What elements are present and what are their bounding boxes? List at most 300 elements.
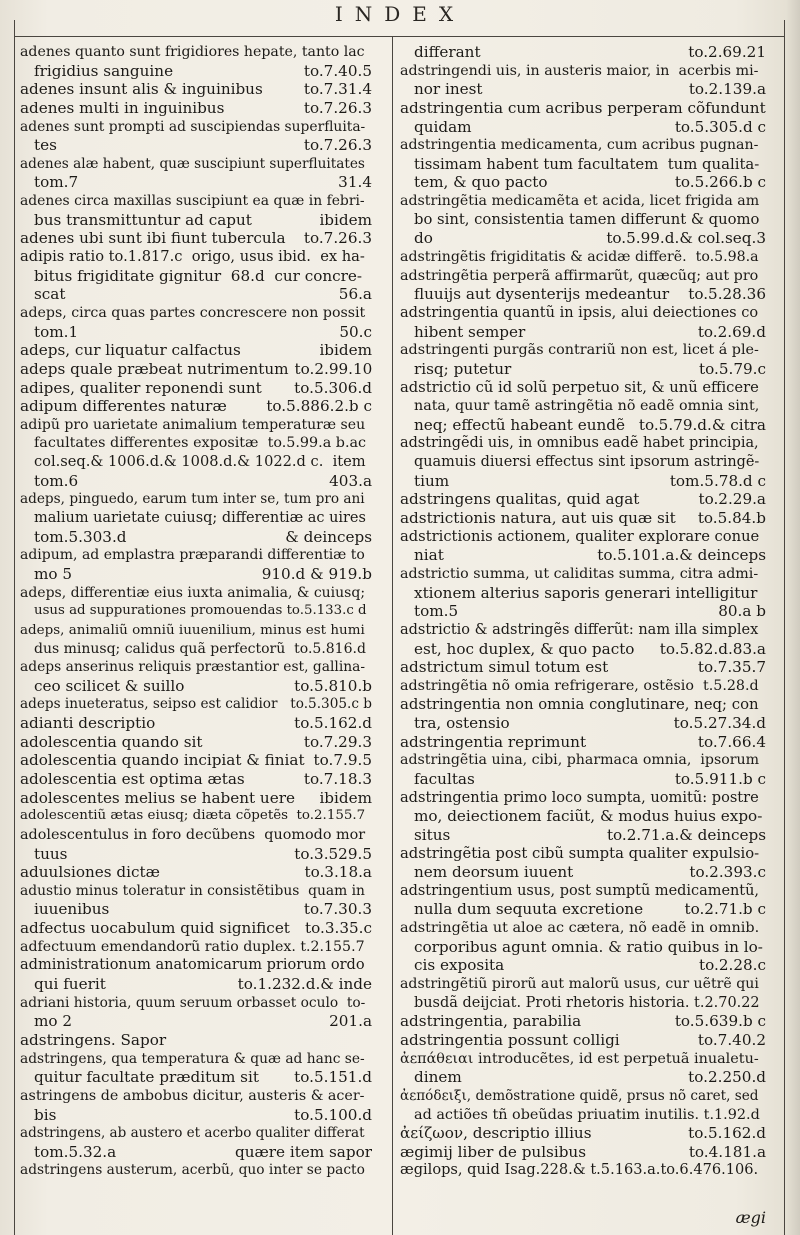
- index-line: [20, 1124, 372, 1143]
- index-line-text: adeps inueteratus, seipso est calidior: [20, 696, 278, 713]
- index-line-text: adolescentes melius se habent uere: [20, 788, 295, 807]
- index-line-text: differant: [414, 43, 481, 61]
- right-border-rule: [784, 20, 785, 1235]
- index-line: [20, 1087, 372, 1106]
- index-line-text: adstringentia medicamenta, cum acribus pugnan-: [400, 137, 759, 154]
- index-line: [400, 155, 766, 174]
- index-line: [400, 733, 766, 752]
- index-line-reference: to.5.305.d c: [674, 117, 766, 136]
- index-line-reference: to.5.28.36: [688, 285, 766, 304]
- index-line-reference: to.3.35.c: [305, 919, 372, 938]
- index-line-text: bus transmittuntur ad caput: [34, 210, 252, 229]
- index-line-text: adianti descriptio: [20, 714, 156, 733]
- index-line-text: adstringens, ab austero et acerbo qualiter differat: [20, 1125, 365, 1142]
- index-line-reference: to.4.181.a: [688, 1142, 766, 1161]
- index-line: [20, 248, 372, 267]
- index-line-text: adstrictio cũ id solũ perpetuo sit, & unũ efficere: [400, 378, 759, 396]
- index-line: [400, 546, 766, 565]
- index-line-text: tom.7: [34, 173, 79, 192]
- index-line: [400, 807, 766, 826]
- index-line: [400, 1124, 766, 1143]
- index-line-reference: to.5.82.d.83.a: [659, 639, 766, 658]
- index-line-text: adstringentia cum acribus perperam cõfundunt: [400, 98, 766, 117]
- index-line-text: administrationum anatomicarum priorum ordo: [20, 957, 365, 974]
- index-line-text: adstringentia, parabilia: [400, 1012, 582, 1031]
- index-line: [400, 323, 766, 342]
- index-line: [400, 621, 766, 640]
- index-line-text: adfectus uocabulum quid significet: [20, 919, 290, 938]
- index-line-text: adeps, animaliũ omniũ iuuenilium, minus est humi: [20, 621, 365, 638]
- index-line-reference: 56.a: [338, 285, 372, 304]
- index-line: [20, 845, 372, 864]
- index-line: [20, 229, 372, 248]
- index-line: [400, 490, 766, 509]
- index-line-reference: to.5.810.b: [294, 676, 372, 695]
- index-line-reference: to.5.99.d.& col.seq.3: [606, 229, 766, 248]
- index-line-text: ceo scilicet & suillo: [34, 676, 185, 695]
- index-line-text: adenes insunt alis & inguinibus: [20, 80, 263, 99]
- index-line-reference: to.2.71.a.& deinceps: [606, 825, 766, 844]
- index-line-text: adstringẽtiũ pirorũ aut malorũ usus, cur uẽtrẽ qui: [400, 976, 759, 993]
- index-line: [20, 807, 372, 826]
- index-line-text: quidam: [414, 117, 472, 136]
- index-line-text: adenes alæ habent, quæ suscipiunt superfluitates: [20, 155, 365, 172]
- index-line-text: adstringẽtia perperã affirmarũt, quæcũq; aut pro: [400, 267, 759, 284]
- index-line: [20, 62, 372, 81]
- index-line: [20, 118, 372, 137]
- index-line-text: adstringens. Sapor: [20, 1030, 167, 1049]
- index-line-text: mo 5: [34, 564, 73, 583]
- index-line: [20, 919, 372, 938]
- index-line-reference: to.5.84.b: [697, 509, 766, 528]
- index-line-reference: & deinceps: [285, 527, 372, 546]
- index-line-text: hibent semper: [414, 322, 526, 341]
- index-line: [400, 938, 766, 957]
- index-line-text: situs: [414, 825, 451, 844]
- index-line-reference: to.5.27.34.d: [673, 714, 766, 733]
- header-rule: [14, 36, 784, 37]
- index-line-text: ἀείζωον, descriptio illius: [400, 1124, 592, 1143]
- index-line-reference: 910.d & 919.b: [261, 564, 372, 583]
- index-line-reference: 201.a: [329, 1012, 372, 1031]
- index-line: [400, 751, 766, 770]
- index-line-text: adstringentia possunt colligi: [400, 1030, 620, 1049]
- index-line-text: adenes quanto sunt frigidiores hepate, tanto lac: [20, 44, 365, 60]
- index-line: [20, 938, 372, 957]
- index-line: [400, 1143, 766, 1162]
- index-line-text: dinem: [414, 1068, 462, 1087]
- index-line-text: tom.6: [34, 471, 79, 490]
- index-line: [20, 994, 372, 1013]
- index-line-text: adstrictionis natura, aut uis quæ sit: [400, 509, 676, 528]
- index-line-reference: to.5.100.d: [294, 1105, 372, 1124]
- index-line: [20, 211, 372, 230]
- index-line: [400, 118, 766, 137]
- index-line: [400, 640, 766, 659]
- index-line-text: adstringẽdi uis, in omnibus eadẽ habet principia,: [400, 435, 759, 452]
- index-line-reference: ibidem: [319, 341, 372, 360]
- index-line: [20, 1068, 372, 1087]
- index-line-text: adstringentia primo loco sumpta, uomitũ: postre: [400, 788, 759, 806]
- index-line: [400, 397, 766, 416]
- right-index-column: [400, 43, 766, 1180]
- index-line: [400, 341, 766, 360]
- index-line: [20, 863, 372, 882]
- index-line-text: adolescentia quando sit: [20, 732, 203, 751]
- index-line: [400, 695, 766, 714]
- catchword: ægi: [735, 1208, 766, 1227]
- index-line-text: cis exposita: [414, 956, 505, 975]
- index-line: [20, 453, 372, 472]
- index-line: [400, 565, 766, 584]
- index-line: [20, 882, 372, 901]
- index-line-reference: to.7.9.5: [313, 751, 372, 770]
- index-line-text: adipes, qualiter reponendi sunt: [20, 378, 262, 397]
- index-line-text: adolescentulus in foro decũbens quomodo mor: [20, 826, 366, 843]
- index-line-text: adstrictio summa, ut caliditas summa, citra admi-: [400, 565, 759, 582]
- index-line-text: astringens de ambobus dicitur, austeris & acer-: [20, 1087, 365, 1104]
- index-line-text: quitur facultate præditum sit: [34, 1068, 259, 1087]
- index-line-text: adolescentiũ ætas eiusq; diæta cõpetẽs to.2.155.7: [20, 808, 366, 824]
- index-line: [400, 509, 766, 528]
- index-line-text: adstringẽtia medicamẽta et acida, licet frigida am: [400, 193, 760, 210]
- index-line: [20, 136, 372, 155]
- index-line-text: adipum differentes naturæ: [20, 397, 227, 416]
- index-line-text: tom.5.32.a: [34, 1142, 117, 1161]
- index-line-reference: 80.a b: [718, 602, 766, 621]
- index-line: [400, 1050, 766, 1069]
- index-line-text: risq; putetur: [414, 359, 512, 378]
- index-line: [20, 43, 372, 62]
- index-line: [20, 546, 372, 565]
- index-line-text: adstringẽtia nõ omia refrigerare, ostẽsio t.5.28.d: [400, 677, 759, 694]
- index-line: [400, 267, 766, 286]
- index-line-text: adstringendi uis, in austeris maior, in acerbis mi-: [400, 62, 759, 79]
- index-line: [20, 1161, 372, 1180]
- index-line: [400, 900, 766, 919]
- index-line-text: bis: [34, 1105, 57, 1124]
- index-line: [400, 43, 766, 62]
- index-line-text: scat: [34, 285, 66, 304]
- index-line: [20, 584, 372, 603]
- index-line-text: adstringentium usus, post sumptũ medicamentũ,: [400, 882, 760, 899]
- index-line: [400, 789, 766, 808]
- index-line-text: mo 2: [34, 1012, 73, 1031]
- index-line-text: usus ad suppurationes promouendas to.5.133.c d: [34, 603, 367, 619]
- index-line-text: tom.5: [414, 602, 459, 621]
- index-line-text: adenes multi in inguinibus: [20, 98, 225, 117]
- index-line: [400, 956, 766, 975]
- index-line-text: iuuenibus: [34, 900, 110, 919]
- index-line-text: est, hoc duplex, & quo pacto: [414, 639, 635, 658]
- index-line-text: adstringẽtia uina, cibi, pharmaca omnia, ipsorum: [400, 752, 760, 769]
- index-line-text: adstringens, qua temperatura & quæ ad hanc se-: [20, 1050, 365, 1067]
- index-line: [400, 80, 766, 99]
- index-line: [400, 99, 766, 118]
- index-line-reference: to.5.162.d: [688, 1124, 766, 1143]
- index-line: [20, 956, 372, 975]
- index-line-text: tom.5.303.d: [34, 527, 127, 546]
- index-line-reference: to.2.393.c: [689, 863, 766, 882]
- index-line: [400, 416, 766, 435]
- index-line-text: facultas: [414, 769, 475, 788]
- index-line-text: malium uarietate cuiusq; differentiæ ac uires: [34, 510, 366, 527]
- index-line-text: nata, quur tamẽ astringẽtia nõ eadẽ omnia sint,: [414, 398, 760, 415]
- index-line: [400, 304, 766, 323]
- index-line-text: adeps, circa quas partes concrescere non possit: [20, 304, 366, 321]
- index-line: [20, 621, 372, 640]
- index-line-reference: to.5.306.d: [294, 378, 372, 397]
- index-line: [20, 173, 372, 192]
- index-line-reference: to.5.79.c: [699, 359, 766, 378]
- index-line-text: adipis ratio to.1.817.c origo, usus ibid. ex ha-: [20, 248, 365, 266]
- index-line-text: ægilops, quid Isag.228.& t.5.163.a.to.6.476.106.: [400, 1161, 759, 1179]
- index-line-text: adolescentia est optima ætas: [20, 769, 245, 788]
- index-line: [20, 416, 372, 435]
- index-line: [400, 975, 766, 994]
- index-line: [20, 1031, 372, 1050]
- index-line-text: do: [414, 229, 433, 248]
- index-line-text: adeps, cur liquatur calfactus: [20, 341, 241, 360]
- index-line: [400, 714, 766, 733]
- index-line-reference: to.7.40.5: [303, 61, 372, 80]
- index-line: [400, 1106, 766, 1125]
- index-line-text: xtionem alterius saporis generari intelligitur: [414, 583, 758, 602]
- index-line: [20, 285, 372, 304]
- index-line-text: quamuis diuersi effectus sint ipsorum astringẽ-: [414, 454, 760, 471]
- index-line-text: adeps anserinus reliquis præstantior est, gallina-: [20, 659, 366, 676]
- index-line-text: adipũ pro uarietate animalium temperaturæ seu: [20, 416, 366, 433]
- index-line-text: tium: [414, 471, 450, 490]
- index-line: [20, 565, 372, 584]
- index-line-text: bo sint, consistentia tamen differunt & quomo: [414, 210, 760, 228]
- index-line: [20, 826, 372, 845]
- index-line-reference: to.5.162.d: [294, 714, 372, 733]
- index-line: [400, 472, 766, 491]
- index-line-reference: to.7.31.4: [303, 80, 372, 99]
- index-line-reference: 31.4: [338, 173, 372, 192]
- index-line-text: tuus: [34, 844, 68, 863]
- index-line-text: ἀεπάθειαι introducẽtes, id est perpetuã inualetu-: [400, 1050, 759, 1067]
- index-line: [400, 528, 766, 547]
- index-line-text: adstringentia quantũ in ipsis, alui deiectiones co: [400, 304, 759, 321]
- index-line-reference: 50.c: [339, 322, 372, 341]
- index-line-text: busdã deijciat. Proti rhetoris historia. t.2.70.22: [414, 994, 760, 1011]
- index-line-text: corporibus agunt omnia. & ratio quibus in lo-: [414, 937, 763, 956]
- index-line: [400, 584, 766, 603]
- index-line: [20, 1012, 372, 1031]
- index-line-reference: to.1.232.d.& inde: [237, 975, 372, 994]
- index-line-reference: to.2.139.a: [688, 80, 766, 99]
- index-line: [20, 1143, 372, 1162]
- index-line-text: adenes sunt prompti ad suscipiendas superfluita-: [20, 118, 366, 135]
- index-line-text: adeps, differentiæ eius iuxta animalia, & cuiusq;: [20, 584, 366, 601]
- index-line: [20, 80, 372, 99]
- index-line-text: adolescentia quando incipiat & finiat: [20, 751, 305, 770]
- index-line: [20, 341, 372, 360]
- index-line-reference: to.2.29.a: [698, 490, 766, 509]
- index-line-text: col.seq.& 1006.d.& 1008.d.& 1022.d c. item: [34, 453, 366, 471]
- index-line: [20, 379, 372, 398]
- index-line-text: aduulsiones dictæ: [20, 863, 160, 882]
- index-line: [20, 397, 372, 416]
- index-line: [20, 1106, 372, 1125]
- index-line-text: tissimam habent tum facultatem tum qualita-: [414, 154, 760, 173]
- index-line-text: adeps, pinguedo, earum tum inter se, tum pro ani: [20, 491, 365, 508]
- index-line: [400, 602, 766, 621]
- index-line: [400, 1068, 766, 1087]
- index-line: [20, 528, 372, 547]
- index-line-reference: to.7.30.3: [303, 900, 372, 919]
- index-line-text: adriani historia, quum seruum orbasset oculo to-: [20, 994, 366, 1011]
- index-line-text: adstringẽtia post cibũ sumpta qualiter expulsio-: [400, 844, 760, 862]
- index-line-reference: to.5.151.d: [294, 1068, 372, 1087]
- index-line-reference: to.3.529.5: [294, 844, 372, 863]
- index-line-text: adstringentia reprimunt: [400, 732, 587, 751]
- index-line: [400, 173, 766, 192]
- index-line-text: ἀεπόδειξι, demõstratione quidẽ, prsus nõ caret, sed: [400, 1087, 759, 1104]
- index-line-reference: to.7.66.4: [697, 732, 766, 751]
- index-line: [20, 304, 372, 323]
- index-line: [20, 640, 372, 659]
- index-line-reference: to.7.26.3: [303, 98, 372, 117]
- index-line: [20, 751, 372, 770]
- index-line-reference: to.5.266.b c: [674, 173, 766, 192]
- index-line-reference: ibidem: [319, 788, 372, 807]
- index-line-reference: to.5.886.2.b c: [266, 397, 372, 416]
- index-line-reference: to.2.69.21: [688, 43, 766, 61]
- index-line-text: adeps quale præbeat nutrimentum: [20, 359, 289, 378]
- index-line: [20, 975, 372, 994]
- index-line-reference: to.2.99.10: [294, 359, 372, 378]
- index-line-reference: tom.5.78.d c: [669, 471, 766, 490]
- index-line: [20, 733, 372, 752]
- index-line-reference: to.5.305.c b: [290, 696, 372, 713]
- index-line-text: adenes circa maxillas suscipiunt ea quæ in febri-: [20, 193, 365, 210]
- index-line: [20, 714, 372, 733]
- index-line-text: adenes ubi sunt ibi fiunt tubercula: [20, 229, 286, 248]
- index-line-text: adstringenti purgãs contrariũ non est, licet á ple-: [400, 342, 759, 359]
- left-index-column: [20, 43, 372, 1180]
- index-line-text: frigidius sanguine: [34, 61, 174, 80]
- index-line: [400, 863, 766, 882]
- index-line-text: adstringentia non omnia conglutinare, neq; con: [400, 695, 759, 714]
- index-line-text: facultates differentes expositæ to.5.99.a b.ac: [34, 435, 367, 452]
- index-line-text: ad actiões tñ obeũdas priuatim inutilis. t.1.92.d: [414, 1106, 760, 1123]
- index-line-reference: to.2.250.d: [688, 1068, 766, 1087]
- index-line-text: adstringẽtia ut aloe ac cætera, nõ eadẽ in omnib.: [400, 920, 760, 937]
- index-line: [400, 658, 766, 677]
- index-line-text: tes: [34, 136, 57, 155]
- index-line-text: mo, deiectionem faciũt, & modus huius expo-: [414, 807, 763, 826]
- index-line-text: fluuijs aut dysenterijs medeantur: [414, 285, 670, 304]
- index-line-reference: to.7.35.7: [697, 658, 766, 677]
- index-line: [400, 136, 766, 155]
- index-line-reference: to.5.79.d.& citra: [638, 415, 766, 434]
- index-line-reference: quære item sapor: [234, 1142, 372, 1161]
- index-line-reference: to.7.40.2: [697, 1030, 766, 1049]
- index-line: [20, 99, 372, 118]
- index-line-reference: to.5.101.a.& deinceps: [597, 546, 766, 565]
- index-line-text: adfectuum emendandorũ ratio duplex. t.2.155.7: [20, 938, 365, 955]
- index-line: [20, 1050, 372, 1069]
- index-line: [20, 472, 372, 491]
- index-line: [20, 770, 372, 789]
- index-line-text: tra, ostensio: [414, 714, 510, 733]
- index-line: [400, 994, 766, 1013]
- index-line-reference: 403.a: [329, 471, 372, 490]
- index-line-text: adstrictionis actionem, qualiter explorare conue: [400, 527, 760, 545]
- index-line: [20, 434, 372, 453]
- index-line: [20, 658, 372, 677]
- index-line: [400, 211, 766, 230]
- index-line: [400, 845, 766, 864]
- index-line-reference: to.7.26.3: [303, 229, 372, 248]
- index-line: [20, 602, 372, 621]
- index-line-reference: to.2.71.b c: [684, 900, 766, 919]
- index-line: [20, 155, 372, 174]
- index-line-text: nem deorsum iuuent: [414, 863, 574, 882]
- index-line-reference: to.2.69.d: [697, 322, 766, 341]
- index-line: [400, 1087, 766, 1106]
- index-line: [20, 323, 372, 342]
- index-line: [20, 900, 372, 919]
- index-line-text: niat: [414, 546, 444, 565]
- index-line-reference: to.5.639.b c: [674, 1012, 766, 1031]
- index-line: [400, 434, 766, 453]
- page-edge-shadow: [786, 0, 800, 1235]
- index-line: [400, 1031, 766, 1050]
- index-line: [400, 919, 766, 938]
- index-line-text: adustio minus toleratur in consistẽtibus quam in: [20, 882, 365, 899]
- index-line-reference: ibidem: [319, 210, 372, 229]
- index-line: [400, 229, 766, 248]
- index-line: [400, 62, 766, 81]
- index-line: [400, 770, 766, 789]
- index-line: [400, 248, 766, 267]
- index-line: [20, 695, 372, 714]
- index-line-reference: to.3.18.a: [304, 863, 372, 882]
- index-line-text: dus minusq; calidus quã perfectorũ to.5.816.d: [34, 640, 366, 657]
- index-line-reference: to.7.18.3: [303, 769, 372, 788]
- index-line: [400, 379, 766, 398]
- column-divider-rule: [392, 36, 393, 1235]
- index-line-text: adstringẽtis frigiditatis & acidæ differẽ. to.5.98.a: [400, 249, 759, 266]
- index-line: [400, 677, 766, 696]
- index-line: [20, 677, 372, 696]
- index-line: [20, 192, 372, 211]
- index-line-text: ægimij liber de pulsibus: [400, 1142, 587, 1161]
- index-line: [400, 826, 766, 845]
- index-line-text: tem, & quo pacto: [414, 173, 548, 192]
- index-line: [20, 509, 372, 528]
- index-line: [400, 360, 766, 379]
- index-line: [20, 360, 372, 379]
- index-line-text: bitus frigiditate gignitur 68.d cur concre-: [34, 266, 363, 285]
- running-head: INDEX: [334, 2, 466, 26]
- index-line: [20, 490, 372, 509]
- index-line: [400, 1012, 766, 1031]
- index-line: [20, 789, 372, 808]
- index-line-text: tom.1: [34, 322, 79, 341]
- index-line-text: nor inest: [414, 80, 483, 99]
- index-line: [400, 882, 766, 901]
- index-line-reference: to.2.28.c: [699, 956, 766, 975]
- index-line-text: adstrictio & adstringẽs differũt: nam illa simplex: [400, 621, 759, 638]
- index-line: [20, 267, 372, 286]
- index-line-text: adipum, ad emplastra præparandi differentiæ to: [20, 547, 365, 564]
- index-line: [400, 453, 766, 472]
